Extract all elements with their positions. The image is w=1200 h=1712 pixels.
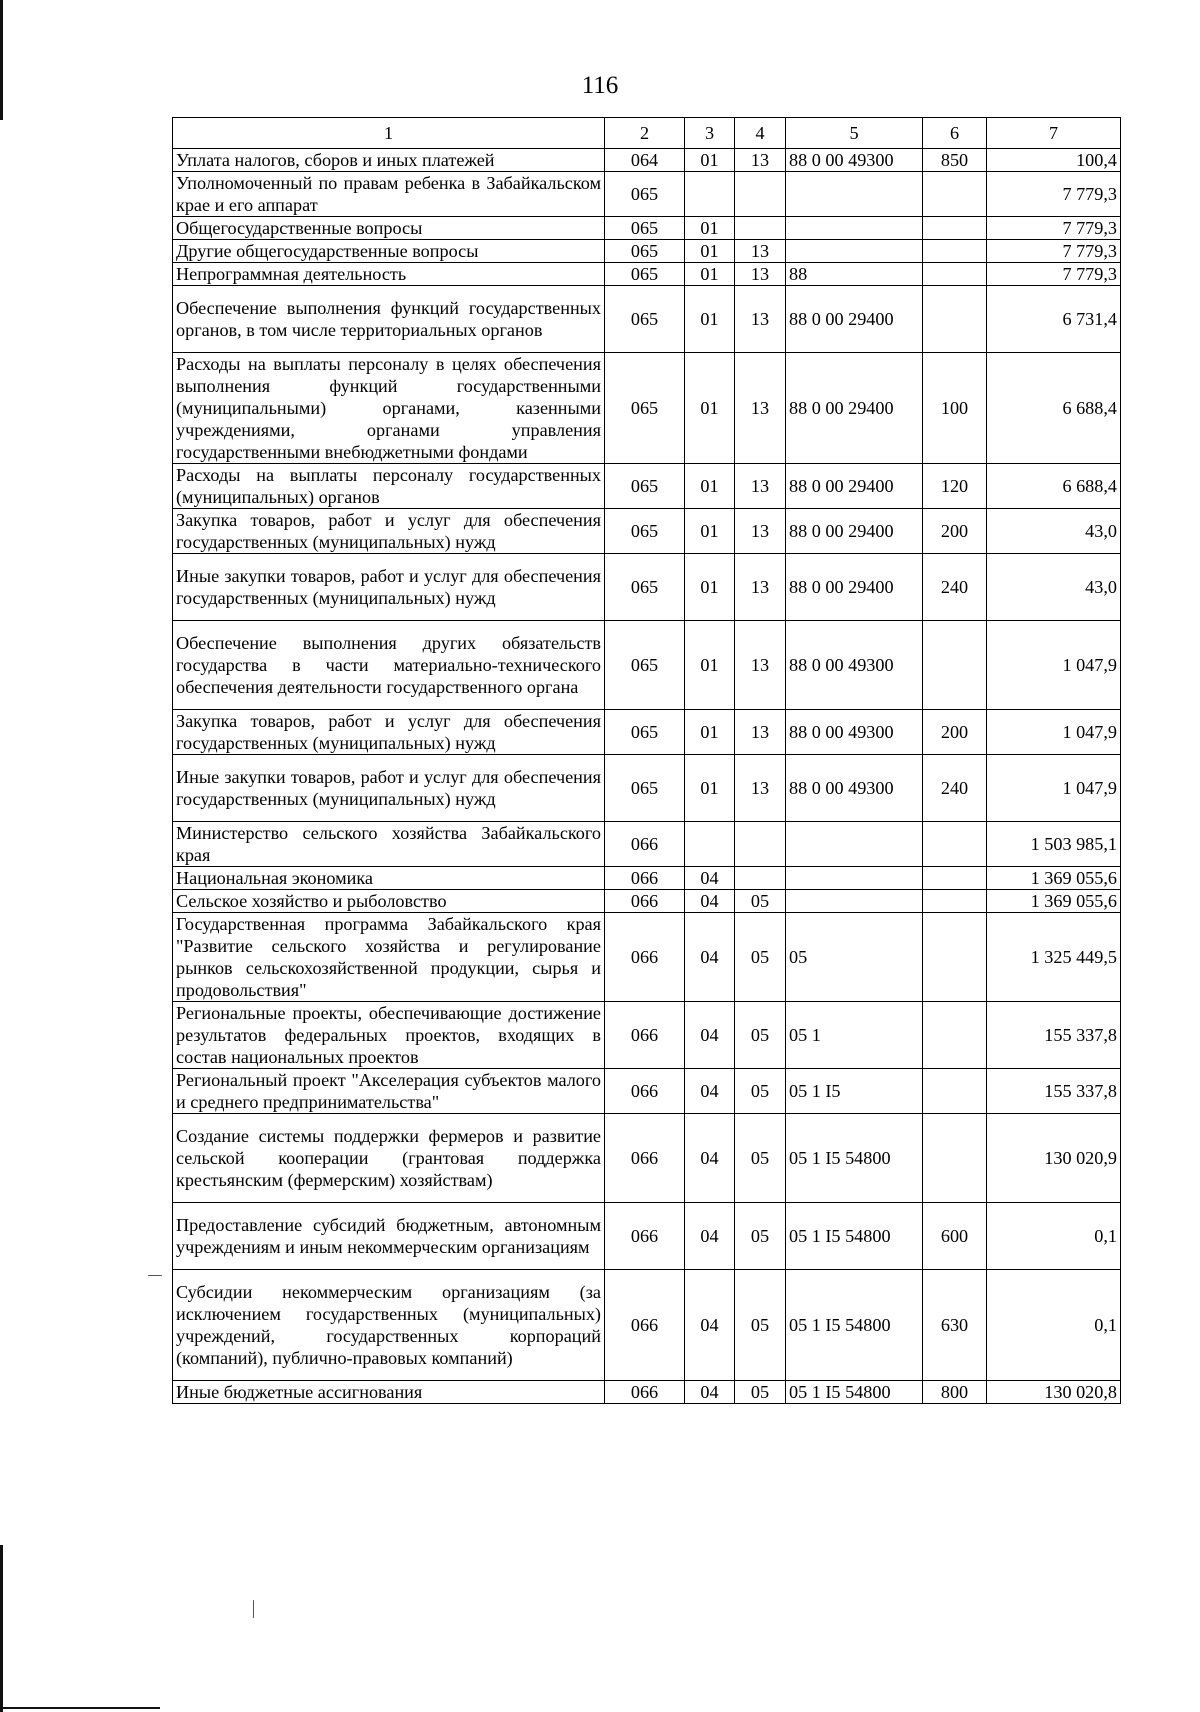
row-section-code: 04 [685,1069,735,1114]
row-target-article-code: 88 0 00 29400 [786,464,923,509]
row-expense-type-code [923,172,987,217]
row-expense-type-code [923,263,987,286]
row-admin-code: 066 [605,913,685,1002]
row-admin-code: 066 [605,890,685,913]
row-description: Обеспечение выполнения функций государственных органов, в том числе территориальных органов [173,286,605,353]
row-description: Закупка товаров, работ и услуг для обеспечения государственных (муниципальных) нужд [173,509,605,554]
row-subsection-code: 05 [735,1270,786,1381]
row-target-article-code: 05 [786,913,923,1002]
row-expense-type-code [923,1069,987,1114]
row-section-code: 04 [685,1270,735,1381]
row-expense-type-code: 100 [923,353,987,464]
row-subsection-code [735,172,786,217]
table-row [173,867,1121,890]
row-target-article-code [786,867,923,890]
row-target-article-code: 88 0 00 29400 [786,353,923,464]
row-section-code: 04 [685,1114,735,1203]
row-target-article-code: 05 1 [786,1002,923,1069]
row-admin-code: 065 [605,464,685,509]
row-description: Национальная экономика [173,867,605,890]
row-amount: 7 779,3 [987,172,1121,217]
row-subsection-code: 13 [735,509,786,554]
row-expense-type-code [923,867,987,890]
row-amount: 0,1 [987,1203,1121,1270]
row-subsection-code: 13 [735,263,786,286]
row-target-article-code [786,822,923,867]
row-amount: 1 369 055,6 [987,867,1121,890]
row-target-article-code: 88 [786,263,923,286]
row-expense-type-code [923,621,987,710]
row-description: Иные бюджетные ассигнования [173,1381,605,1404]
row-expense-type-code: 850 [923,149,987,172]
row-admin-code: 066 [605,1002,685,1069]
row-expense-type-code [923,286,987,353]
row-description: Министерство сельского хозяйства Забайкальского края [173,822,605,867]
row-admin-code: 065 [605,509,685,554]
row-amount: 7 779,3 [987,240,1121,263]
row-section-code: 04 [685,1381,735,1404]
row-admin-code: 066 [605,1381,685,1404]
row-amount: 6 688,4 [987,353,1121,464]
row-description: Сельское хозяйство и рыболовство [173,890,605,913]
table-row [173,710,1121,755]
row-amount: 43,0 [987,509,1121,554]
row-subsection-code: 13 [735,621,786,710]
row-amount: 1 047,9 [987,710,1121,755]
row-admin-code: 065 [605,217,685,240]
row-expense-type-code [923,240,987,263]
table-row [173,509,1121,554]
row-section-code: 01 [685,509,735,554]
row-description: Общегосударственные вопросы [173,217,605,240]
row-section-code: 04 [685,890,735,913]
row-subsection-code: 05 [735,1114,786,1203]
row-description: Закупка товаров, работ и услуг для обеспечения государственных (муниципальных) нужд [173,710,605,755]
row-admin-code: 065 [605,621,685,710]
table-row [173,554,1121,621]
row-admin-code: 065 [605,353,685,464]
table-row [173,263,1121,286]
row-amount: 1 325 449,5 [987,913,1121,1002]
row-subsection-code [735,217,786,240]
row-amount: 7 779,3 [987,263,1121,286]
row-subsection-code: 13 [735,149,786,172]
row-subsection-code [735,822,786,867]
table-row [173,890,1121,913]
row-description: Иные закупки товаров, работ и услуг для обеспечения государственных (муниципальных) нужд [173,554,605,621]
row-section-code: 01 [685,240,735,263]
table-row [173,1381,1121,1404]
row-admin-code: 065 [605,172,685,217]
table-row [173,217,1121,240]
budget-table [172,117,1121,1404]
row-description: Иные закупки товаров, работ и услуг для обеспечения государственных (муниципальных) нужд [173,755,605,822]
row-target-article-code: 88 0 00 29400 [786,509,923,554]
column-header: 6 [923,118,987,149]
row-amount: 6 688,4 [987,464,1121,509]
row-amount: 155 337,8 [987,1002,1121,1069]
scan-speck [148,1275,162,1276]
row-expense-type-code [923,217,987,240]
row-description: Расходы на выплаты персоналу государственных (муниципальных) органов [173,464,605,509]
row-subsection-code: 05 [735,1069,786,1114]
row-target-article-code [786,217,923,240]
row-expense-type-code: 200 [923,710,987,755]
row-target-article-code: 88 0 00 49300 [786,710,923,755]
row-subsection-code: 13 [735,755,786,822]
table-row [173,1069,1121,1114]
row-expense-type-code: 240 [923,755,987,822]
row-expense-type-code: 630 [923,1270,987,1381]
row-target-article-code [786,890,923,913]
table-row [173,913,1121,1002]
row-target-article-code: 88 0 00 29400 [786,554,923,621]
row-expense-type-code [923,1002,987,1069]
row-amount: 6 731,4 [987,286,1121,353]
row-amount: 130 020,9 [987,1114,1121,1203]
row-section-code: 01 [685,621,735,710]
row-amount: 7 779,3 [987,217,1121,240]
row-expense-type-code [923,890,987,913]
row-amount: 1 369 055,6 [987,890,1121,913]
row-expense-type-code: 120 [923,464,987,509]
row-subsection-code: 13 [735,710,786,755]
column-header: 5 [786,118,923,149]
row-description: Другие общегосударственные вопросы [173,240,605,263]
table-row [173,172,1121,217]
row-admin-code: 066 [605,822,685,867]
row-description: Региональные проекты, обеспечивающие достижение результатов федеральных проектов, входящих в состав национальных проектов [173,1002,605,1069]
row-target-article-code: 05 1 I5 54800 [786,1381,923,1404]
row-amount: 1 047,9 [987,755,1121,822]
row-section-code: 01 [685,149,735,172]
row-expense-type-code: 600 [923,1203,987,1270]
row-subsection-code [735,867,786,890]
table-row [173,1002,1121,1069]
row-amount: 1 047,9 [987,621,1121,710]
row-section-code: 01 [685,464,735,509]
scan-edge-bottom-left [0,1545,3,1712]
row-expense-type-code [923,1114,987,1203]
row-subsection-code: 05 [735,1002,786,1069]
row-subsection-code: 05 [735,913,786,1002]
row-description: Государственная программа Забайкальского края "Развитие сельского хозяйства и регулирование рынков сельскохозяйственной продукции, сырья и продовольствия" [173,913,605,1002]
row-section-code: 01 [685,217,735,240]
row-section-code: 01 [685,710,735,755]
row-description: Уплата налогов, сборов и иных платежей [173,149,605,172]
row-description: Предоставление субсидий бюджетным, автономным учреждениям и иным некоммерческим организациям [173,1203,605,1270]
row-target-article-code: 88 0 00 49300 [786,755,923,822]
row-subsection-code: 13 [735,353,786,464]
table-row [173,240,1121,263]
row-admin-code: 066 [605,1069,685,1114]
row-expense-type-code [923,822,987,867]
table-row [173,286,1121,353]
row-subsection-code: 13 [735,464,786,509]
row-description: Субсидии некоммерческим организациям (за исключением государственных (муниципальных) учреждений, государственных корпораций (компаний), публично-правовых компаний) [173,1270,605,1381]
row-amount: 0,1 [987,1270,1121,1381]
row-description: Региональный проект "Акселерация субъектов малого и среднего предпринимательства" [173,1069,605,1114]
row-subsection-code: 13 [735,554,786,621]
row-section-code: 01 [685,755,735,822]
page-number: 116 [581,72,619,99]
row-amount: 155 337,8 [987,1069,1121,1114]
row-expense-type-code: 800 [923,1381,987,1404]
row-section-code [685,172,735,217]
table-row [173,755,1121,822]
row-section-code: 04 [685,913,735,1002]
row-admin-code: 064 [605,149,685,172]
row-target-article-code: 05 1 I5 [786,1069,923,1114]
row-admin-code: 066 [605,1114,685,1203]
table-row [173,464,1121,509]
column-header: 4 [735,118,786,149]
row-expense-type-code: 200 [923,509,987,554]
row-target-article-code [786,240,923,263]
row-target-article-code: 88 0 00 29400 [786,286,923,353]
row-description: Уполномоченный по правам ребенка в Забайкальском крае и его аппарат [173,172,605,217]
row-section-code [685,822,735,867]
row-subsection-code: 05 [735,1203,786,1270]
row-amount: 1 503 985,1 [987,822,1121,867]
row-section-code: 04 [685,1203,735,1270]
row-target-article-code: 05 1 I5 54800 [786,1203,923,1270]
row-section-code: 01 [685,554,735,621]
table-row [173,353,1121,464]
row-subsection-code: 13 [735,286,786,353]
table-header-row [173,118,1121,149]
row-target-article-code: 88 0 00 49300 [786,149,923,172]
row-amount: 43,0 [987,554,1121,621]
row-amount: 100,4 [987,149,1121,172]
row-section-code: 01 [685,263,735,286]
row-target-article-code: 88 0 00 49300 [786,621,923,710]
row-description: Непрограммная деятельность [173,263,605,286]
scan-speck [253,1600,254,1618]
row-admin-code: 066 [605,1203,685,1270]
row-amount: 130 020,8 [987,1381,1121,1404]
row-admin-code: 065 [605,554,685,621]
row-section-code: 01 [685,286,735,353]
table-row [173,822,1121,867]
row-target-article-code [786,172,923,217]
table-row [173,621,1121,710]
column-header: 2 [605,118,685,149]
row-admin-code: 065 [605,710,685,755]
column-header: 1 [173,118,605,149]
table-row [173,1270,1121,1381]
row-target-article-code: 05 1 I5 54800 [786,1114,923,1203]
row-admin-code: 066 [605,1270,685,1381]
row-admin-code: 065 [605,240,685,263]
row-subsection-code: 13 [735,240,786,263]
row-description: Расходы на выплаты персоналу в целях обеспечения выполнения функций государственными (муниципальными) органами, казенными учреждениями, органами управления государственными внебюджетными фондами [173,353,605,464]
column-header: 7 [987,118,1121,149]
row-admin-code: 065 [605,755,685,822]
row-expense-type-code: 240 [923,554,987,621]
row-section-code: 01 [685,353,735,464]
row-subsection-code: 05 [735,890,786,913]
row-subsection-code: 05 [735,1381,786,1404]
column-header: 3 [685,118,735,149]
row-admin-code: 065 [605,263,685,286]
row-section-code: 04 [685,867,735,890]
table-row [173,1203,1121,1270]
row-section-code: 04 [685,1002,735,1069]
scan-edge-top-left [0,0,3,120]
row-target-article-code: 05 1 I5 54800 [786,1270,923,1381]
row-admin-code: 066 [605,867,685,890]
table-row [173,149,1121,172]
row-admin-code: 065 [605,286,685,353]
row-expense-type-code [923,913,987,1002]
table-row [173,1114,1121,1203]
scan-edge-bottom [0,1707,160,1709]
row-description: Создание системы поддержки фермеров и развитие сельской кооперации (грантовая поддержка крестьянским (фермерским) хозяйствам) [173,1114,605,1203]
row-description: Обеспечение выполнения других обязательств государства в части материально-технического обеспечения деятельности государственного органа [173,621,605,710]
